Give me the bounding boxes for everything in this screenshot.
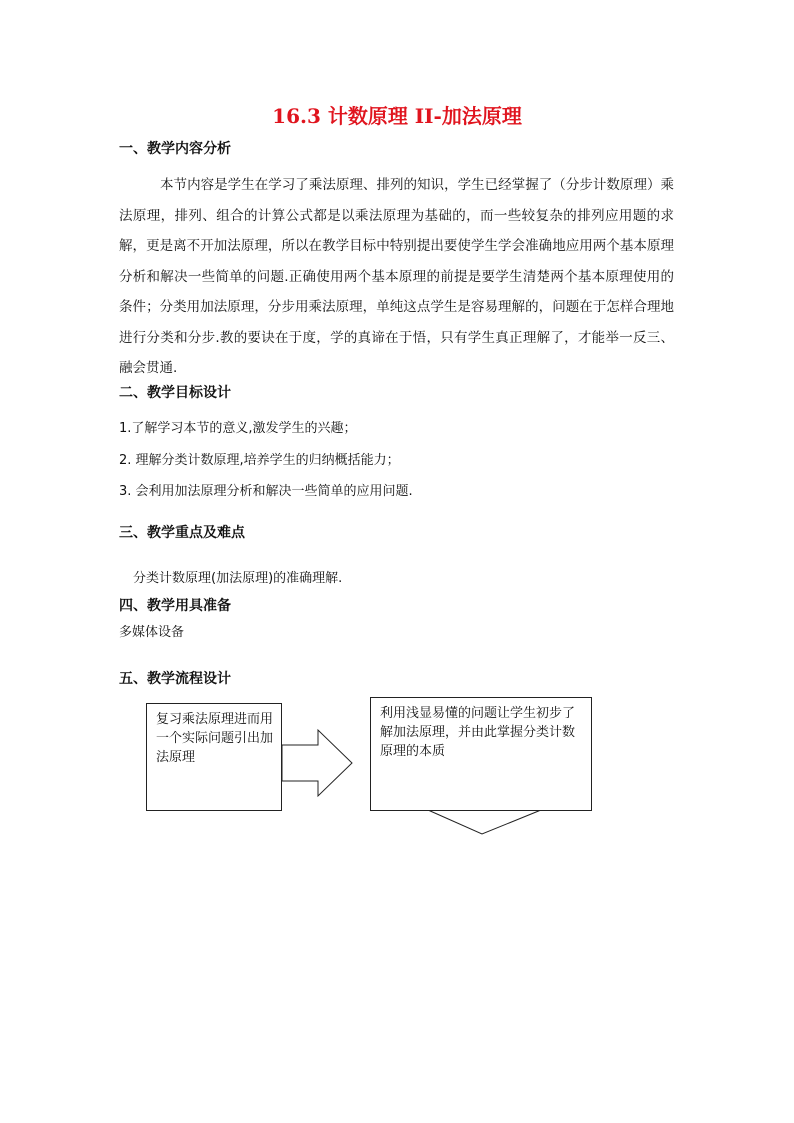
- section-heading-flow-design: 五、教学流程设计: [119, 671, 231, 687]
- down-arrow-icon: [428, 810, 541, 834]
- page-title: 16.3 计数原理 II-加法原理: [272, 104, 522, 128]
- goal-item-1: 1.了解学习本节的意义,激发学生的兴趣；: [119, 421, 357, 436]
- flow-box-review: [146, 703, 282, 811]
- content-analysis-text: 本节内容是学生在学习了乘法原理、排列的知识，学生已经掌握了（分步计数原理）乘法原理，排列、组合的计算公式都是以乘法原理为基础的，而一些较复杂的排列应用题的求解，更是离不开加法原理，所以在教学目标中特别提出要使学生学会准确地应用两个基本原理分析和解决一些简单的问题.正确使用两个基本原理的前提是要学生清楚两个基本原理使用的条件；分类用加法原理，分步用乘法原理，单纯这点学生是容易理解的，问题在于怎样合理地进行分类和分步.教的要诀在于度，学的真谛在于悟，只有学生真正理解了，才能举一反三、融会贯通.: [119, 177, 674, 376]
- teaching-aids-text: 多媒体设备: [119, 625, 185, 640]
- section-heading-content-analysis: 一、教学内容分析: [119, 141, 231, 157]
- section-heading-key-points: 三、教学重点及难点: [119, 525, 245, 541]
- key-points-text: 分类计数原理(加法原理)的准确理解.: [133, 571, 343, 586]
- goal-item-3: 3. 会利用加法原理分析和解决一些简单的应用问题.: [119, 484, 413, 499]
- right-arrow-icon: [282, 730, 352, 796]
- flow-box-understand-text: 利用浅显易懂的问题让学生初步了解加法原理，并由此掌握分类计数原理的本质: [380, 706, 576, 759]
- flow-box-review-text: 复习乘法原理进而用一个实际问题引出加法原理: [156, 712, 274, 765]
- goal-item-2: 2. 理解分类计数原理,培养学生的归纳概括能力；: [119, 453, 400, 468]
- flow-box-understand: [370, 697, 592, 811]
- section-heading-goals: 二、教学目标设计: [119, 385, 231, 401]
- section-heading-teaching-aids: 四、教学用具准备: [119, 598, 231, 614]
